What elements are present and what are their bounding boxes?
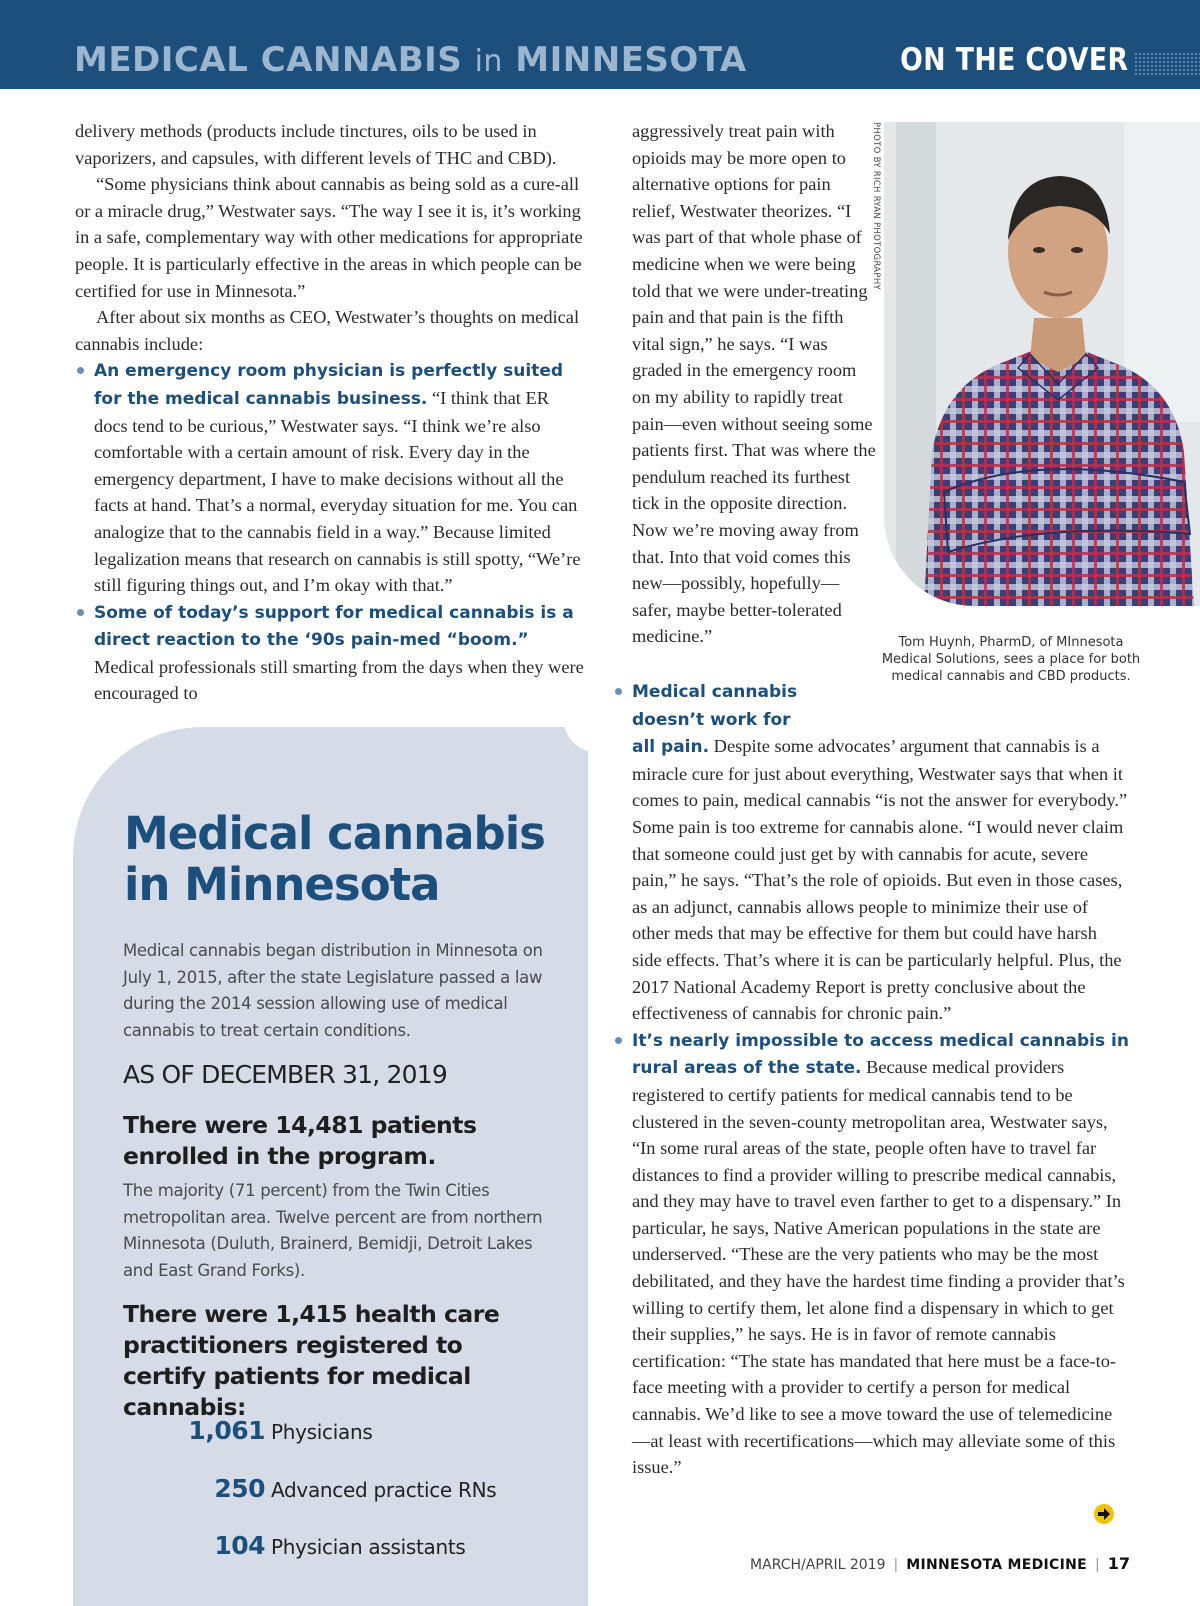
article-paragraph: delivery methods (products include tinctures, oils to be used in vaporizers, and capsules, with different levels of THC and CBD).: [75, 121, 557, 168]
page-footer: [750, 1554, 1130, 1573]
page-number: 17: [1107, 1554, 1130, 1573]
stat-row: [180, 1416, 520, 1450]
sidebar-title-line: in Minnesota: [124, 858, 440, 911]
bullet-lead: Medical cannabis doesn’t work for all pain.: [632, 682, 798, 758]
bullet-point: [75, 599, 585, 707]
stat-label: Advanced practice RNs: [271, 1478, 497, 1502]
continue-arrow-icon: [1094, 1504, 1114, 1524]
bullet-text: Despite some advocates’ argument that cannabis is a miracle cure for just about everything, Westwater says that when it comes to pain, medical cannabis “is not the answer for everybody.” Some pain is too extreme for cannabis alone. “I would never claim that someone could just get by with cannabis for acute, severe pain,” he says. “That’s the role of opioids. But even in those cases, as an adjunct, cannabis allows people to minimize their use of other meds that may be effective for them but could have harsh side effects. That’s where it is can be particularly helpful. Plus, the 2017 National Academy Report is pretty conclusive about the effectiveness of cannabis for chronic pain.”: [632, 736, 1128, 1024]
stat-row: [180, 1474, 520, 1508]
footer-separator: |: [1095, 1557, 1100, 1573]
bullet-lead: An emergency room physician is perfectly suited for the medical cannabis business.: [94, 361, 564, 409]
header-dot-pattern: [1134, 52, 1200, 76]
sidebar-intro: Medical cannabis began distribution in Minnesota on July 1, 2015, after the state Legislature passed a law during the 2014 session allowing use of medical cannabis to treat certain conditions.: [123, 941, 543, 1040]
publication-name: MINNESOTA MEDICINE: [906, 1557, 1088, 1573]
article-paragraph: aggressively treat pain with opioids may be more open to alternative options for pain relief, Westwater theorizes. “I was part of that whole phase of medicine when we were being told that we were under-treating pain and that pain is the fifth vital sign,” he says. “I was graded in the emergency room on my ability to rapidly treat pain—even without seeing some patients first. That was where the pendulum reached its furthest tick in the opposite direction. Now we’re moving away from that. Into that void comes this new—possibly, hopefully—safer, maybe better-tolerated medicine.”: [632, 121, 876, 647]
patients-detail: The majority (71 percent) from the Twin Cities metropolitan area. Twelve percent are from northern Minnesota (Duluth, Brainerd, Bemidji, Detroit Lakes and East Grand Forks).: [123, 1181, 543, 1280]
article-right-column-top: [632, 118, 877, 650]
article-paragraph: After about six months as CEO, Westwater’s thoughts on medical cannabis include:: [75, 307, 580, 354]
portrait-photo: [884, 122, 1200, 606]
on-the-cover-label: ON THE COVER: [899, 42, 1128, 78]
stat-value: 104: [214, 1531, 265, 1560]
stat-row: [180, 1531, 520, 1565]
article-right-wide-block: [613, 678, 1130, 1481]
photo-credit-text: PHOTO BY RICH RYAN PHOTOGRAPHY: [871, 122, 881, 291]
bullet-lead: Some of today’s support for medical cannabis is a direct reaction to the ‘90s pain-med “boom.”: [94, 602, 574, 651]
practitioners-heading: There were 1,415 health care practitioners registered to certify patients for medical cannabis:: [123, 1300, 500, 1421]
stat-value: 1,061: [188, 1416, 265, 1445]
stat-label: Physicians: [271, 1420, 373, 1444]
sidebar-title-line: Medical cannabis: [124, 807, 545, 860]
photo-caption: Tom Huynh, PharmD, of MInnesota Medical Solutions, sees a place for both medical cannabis and CBD products.: [881, 635, 1141, 684]
arrow-right-icon: [1094, 1504, 1114, 1524]
article-left-column: [75, 118, 585, 707]
footer-separator: |: [893, 1557, 899, 1573]
section-title-part1: MEDICAL CANNABIS: [74, 40, 463, 80]
section-title-part2: MINNESOTA: [515, 40, 747, 80]
bullet-point: [613, 678, 1130, 1027]
section-header: [0, 0, 1200, 89]
portrait-illustration: [884, 122, 1200, 606]
section-title: [74, 40, 747, 80]
sidebar-as-of: AS OF DECEMBER 31, 2019: [123, 1060, 447, 1089]
bullet-text: Because medical providers registered to certify patients for medical cannabis tend to be clustered in the seven-county metropolitan area, Westwater says, “In some rural areas of the state, people often have to travel far distances to find a provider willing to prescribe medical cannabis, and they may have to travel even farther to get to a dispensary.” In particular, he says, Native American populations in the state are underserved. “These are the very patients who may be the most debilitated, and they have the hardest time finding a provider that’s willing to certify them, let alone find a dispensary in which to get their supplies,” he says. He is in favor of remote cannabis certification: “The state has mandated that here must be a face-to-face meeting with a provider to certify a person for medical cannabis. We’d like to see a move toward the use of telemedicine—at least with recertifications—which may alleviate some of this issue.”: [632, 1057, 1125, 1478]
bullet-text: “I think that ER docs tend to be curious,” Westwater says. “I think we’re also comfortable with a certain amount of risk. Every day in the emergency department, I have to make decisions without all the facts at hand. That’s a normal, everyday situation for me. You can analogize that to the cannabis field in a way.” Because limited legalization means that research on cannabis is still spotty, “We’re still figuring things out, and I’m okay with that.”: [94, 387, 581, 596]
stat-label: Physician assistants: [271, 1535, 466, 1559]
sidebar-title: [124, 808, 564, 910]
issue-date: MARCH/APRIL 2019: [750, 1557, 886, 1573]
patients-heading: There were 14,481 patients enrolled in the program.: [123, 1111, 477, 1170]
caption-float-spacer: [818, 678, 1130, 724]
bullet-point: [75, 357, 585, 598]
section-title-in: in: [474, 44, 503, 79]
bullet-text: Medical professionals still smarting from the days when they were encouraged to: [94, 656, 584, 704]
article-paragraph: “Some physicians think about cannabis as being sold as a cure-all or a miracle drug,” Westwater says. “The way I see it is, it’s working in a safe, complementary way with other medications for appropriate people. It is particularly effective in the areas in which people can be certified for use in Minnesota.”: [75, 174, 583, 301]
bullet-lead: It’s nearly impossible to access medical cannabis in rural areas of the state.: [632, 1030, 1129, 1079]
photo-credit: [869, 122, 881, 292]
bullet-point: [613, 1027, 1130, 1481]
stat-value: 250: [214, 1474, 265, 1503]
